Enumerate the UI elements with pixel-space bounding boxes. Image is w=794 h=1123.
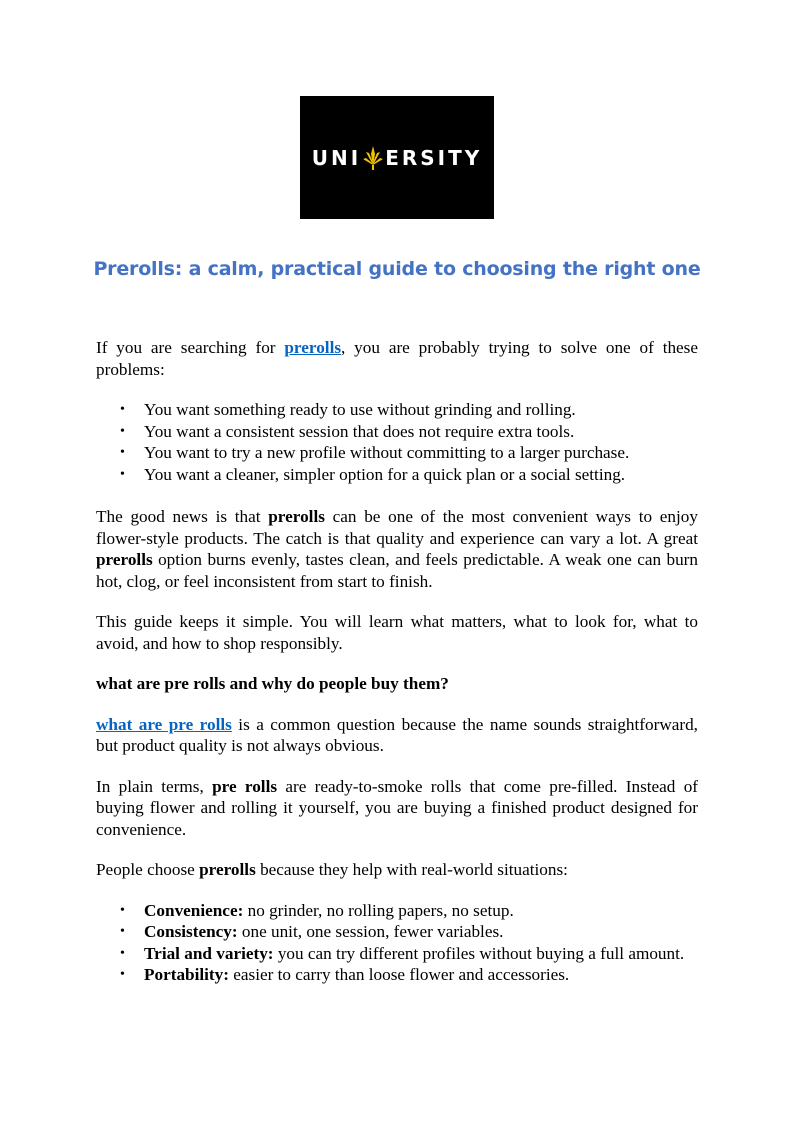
section-heading: what are pre rolls and why do people buy them?: [96, 674, 449, 693]
bold-term: prerolls: [268, 507, 325, 526]
intro-text-start: If you are searching for: [96, 338, 285, 357]
reason-text: no grinder, no rolling papers, no setup.: [243, 900, 514, 920]
reason-text: easier to carry than loose flower and accessories.: [228, 965, 570, 984]
reason-label: Trial and variety:: [144, 943, 274, 963]
list-item: • You want a cleaner, simpler option for a quick plan or a social setting.: [144, 464, 698, 486]
flame-leaf-icon: [362, 144, 384, 172]
intro-text-end: , you are probably trying to solve one of these problems:: [96, 338, 699, 379]
text-run: People choose: [96, 860, 200, 879]
guide-intro-paragraph: This guide keeps it simple. You will learn what matters, what to look for, what to avoid, and how to shop responsibly.: [96, 612, 698, 653]
article-body: [96, 337, 698, 1005]
list-item: [144, 943, 698, 965]
text-run: The good news is that: [96, 507, 269, 526]
reason-text: one unit, one session, fewer variables.: [237, 922, 504, 941]
reason-label: Consistency:: [144, 922, 238, 941]
intro-paragraph: [96, 337, 698, 380]
page-title: Prerolls: a calm, practical guide to choosing the right one: [93, 258, 701, 280]
list-item: • You want a consistent session that does not require extra tools.: [144, 421, 698, 443]
text-run: because they help with real-world situations:: [255, 860, 568, 879]
reason-text: you can try different profiles without buying a full amount.: [273, 943, 685, 963]
university-logo: [300, 96, 494, 219]
text-run: can be one of the most convenient ways to enjoy flower-style products. The catch is that quality and experience can vary a lot. A great: [96, 507, 698, 548]
list-item: [144, 964, 698, 986]
bold-term: prerolls: [199, 860, 256, 879]
text-run: In plain terms,: [96, 776, 213, 796]
bold-term: pre rolls: [212, 776, 278, 796]
people-choose-paragraph: [96, 859, 698, 881]
what-are-pre-rolls-link[interactable]: what are pre rolls: [96, 714, 232, 734]
reason-label: Portability:: [144, 965, 229, 984]
list-item: • You want something ready to use without grinding and rolling.: [144, 399, 698, 421]
plain-terms-paragraph: [96, 776, 698, 841]
list-item: • You want to try a new profile without committing to a larger purchase.: [144, 442, 698, 464]
logo-text-end: ERSITY: [385, 145, 483, 170]
logo-wordmark: [312, 144, 482, 172]
good-news-paragraph: [96, 506, 698, 592]
logo-text-start: UNI: [311, 145, 362, 170]
text-run: is a common question because the name sounds straightforward, but product quality is not always obvious.: [96, 714, 698, 755]
list-item: [144, 900, 698, 922]
bold-term: prerolls: [96, 550, 153, 569]
question-paragraph: [96, 714, 698, 757]
list-item: [144, 921, 698, 943]
prerolls-link[interactable]: prerolls: [284, 338, 342, 357]
text-run: option burns evenly, tastes clean, and feels predictable. A weak one can burn hot, clog, or feel inconsistent from start to finish.: [96, 550, 698, 591]
reason-label: Convenience:: [144, 900, 244, 920]
text-run: are ready-to-smoke rolls that come pre-filled. Instead of buying flower and rolling it yourself, you are buying a finished product designed for convenience.: [96, 776, 699, 839]
problems-list: [96, 399, 698, 485]
reasons-list: [96, 900, 698, 986]
